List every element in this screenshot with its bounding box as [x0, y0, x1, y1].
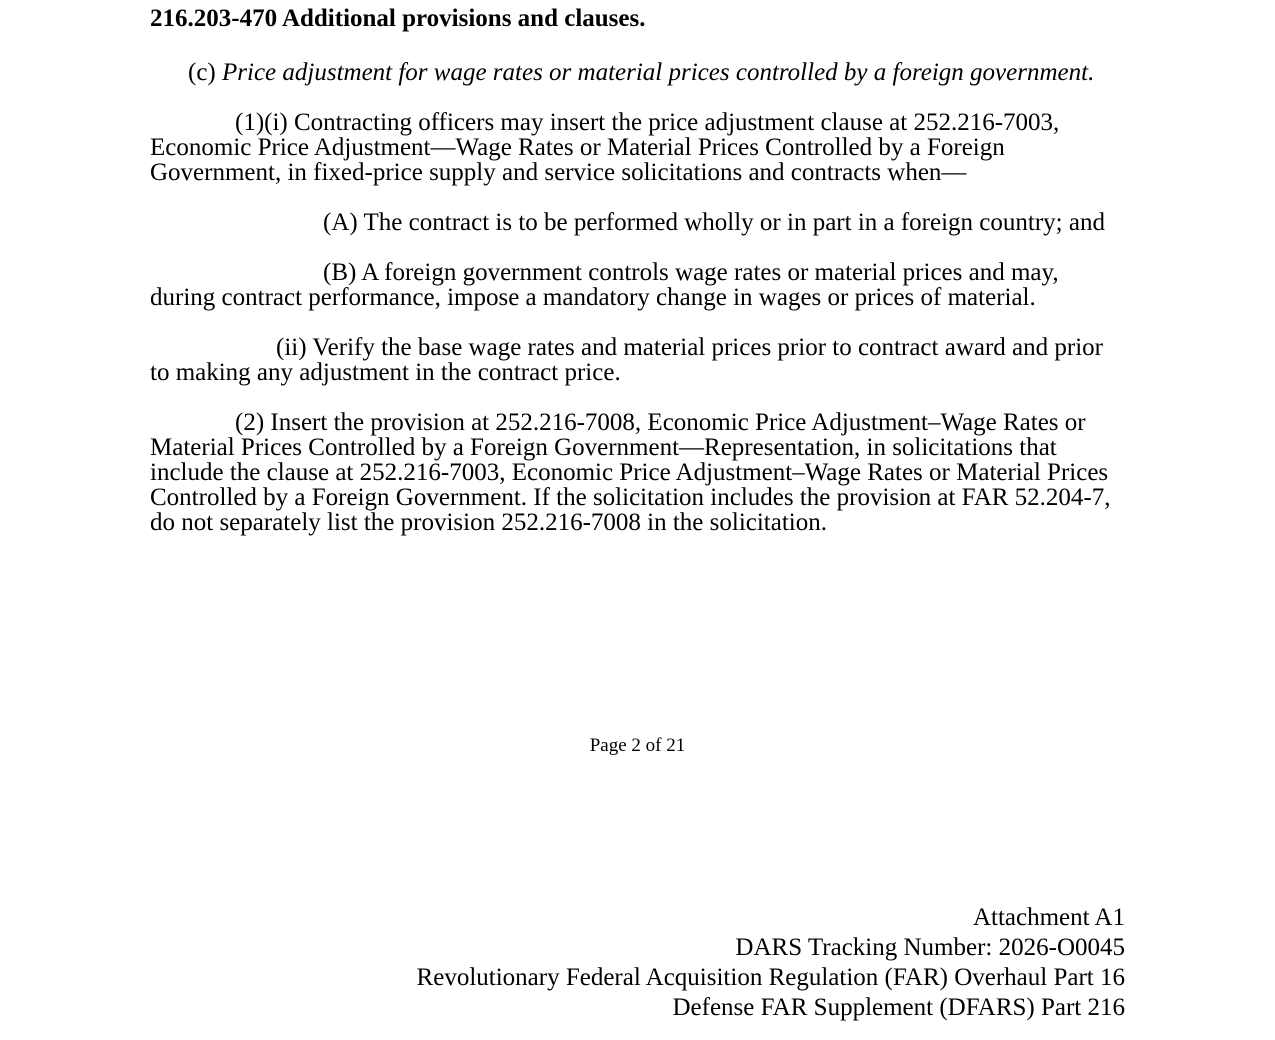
paragraph-marker: (2) [235, 409, 265, 436]
paragraph-ii [150, 335, 1125, 385]
footer-far-part: Revolutionary Federal Acquisition Regulation (FAR) Overhaul Part 16 [416, 964, 1125, 991]
paragraph-marker: (A) [323, 209, 358, 236]
document-body [150, 6, 1125, 560]
footer-tracking-number: DARS Tracking Number: 2026-O0045 [735, 934, 1125, 961]
paragraph-2 [150, 410, 1125, 535]
page-number: Page 2 of 21 [589, 735, 686, 756]
paragraph-marker: (ii) [276, 334, 307, 361]
section-heading: 216.203-470 Additional provisions and clauses. [150, 5, 646, 32]
paragraph-text: Verify the base wage rates and material prices prior to contract award and prior to making any adjustment in the contract price. [150, 334, 1103, 386]
footer-dfars-part: Defense FAR Supplement (DFARS) Part 216 [672, 994, 1125, 1021]
paragraph-marker: (1)(i) [235, 109, 288, 136]
paragraph-marker: (c) [188, 59, 216, 86]
paragraph-caption: Price adjustment for wage rates or material prices controlled by a foreign government. [222, 59, 1095, 86]
paragraph-text: The contract is to be performed wholly or in part in a foreign country; and [363, 209, 1105, 236]
paragraph-text: Contracting officers may insert the price adjustment clause at 252.216-7003, Economic Price Adjustment—Wage Rates or Material Prices Controlled by a Foreign Government, in fixed-price supply and service solicitations and contracts when— [150, 109, 1060, 186]
paragraph-b [150, 260, 1125, 310]
paragraph-1-i [150, 110, 1125, 185]
paragraph-a [150, 210, 1125, 235]
document-footer [417, 903, 1125, 1023]
footer-attachment: Attachment A1 [972, 904, 1125, 931]
paragraph-marker: (B) [323, 259, 357, 286]
paragraph-c [150, 60, 1125, 85]
paragraph-text: Insert the provision at 252.216-7008, Economic Price Adjustment–Wage Rates or Material Prices Controlled by a Foreign Government—Representation, in solicitations that include the clause at 252.216-7003, Economic Price Adjustment–Wage Rates or Material Prices Controlled by a Foreign Government. If the solicitation includes the provision at FAR 52.204-7, do not separately list the provision 252.216-7008 in the solicitation. [150, 409, 1111, 536]
paragraph-text: A foreign government controls wage rates or material prices and may, during contract performance, impose a mandatory change in wages or prices of material. [150, 259, 1059, 311]
